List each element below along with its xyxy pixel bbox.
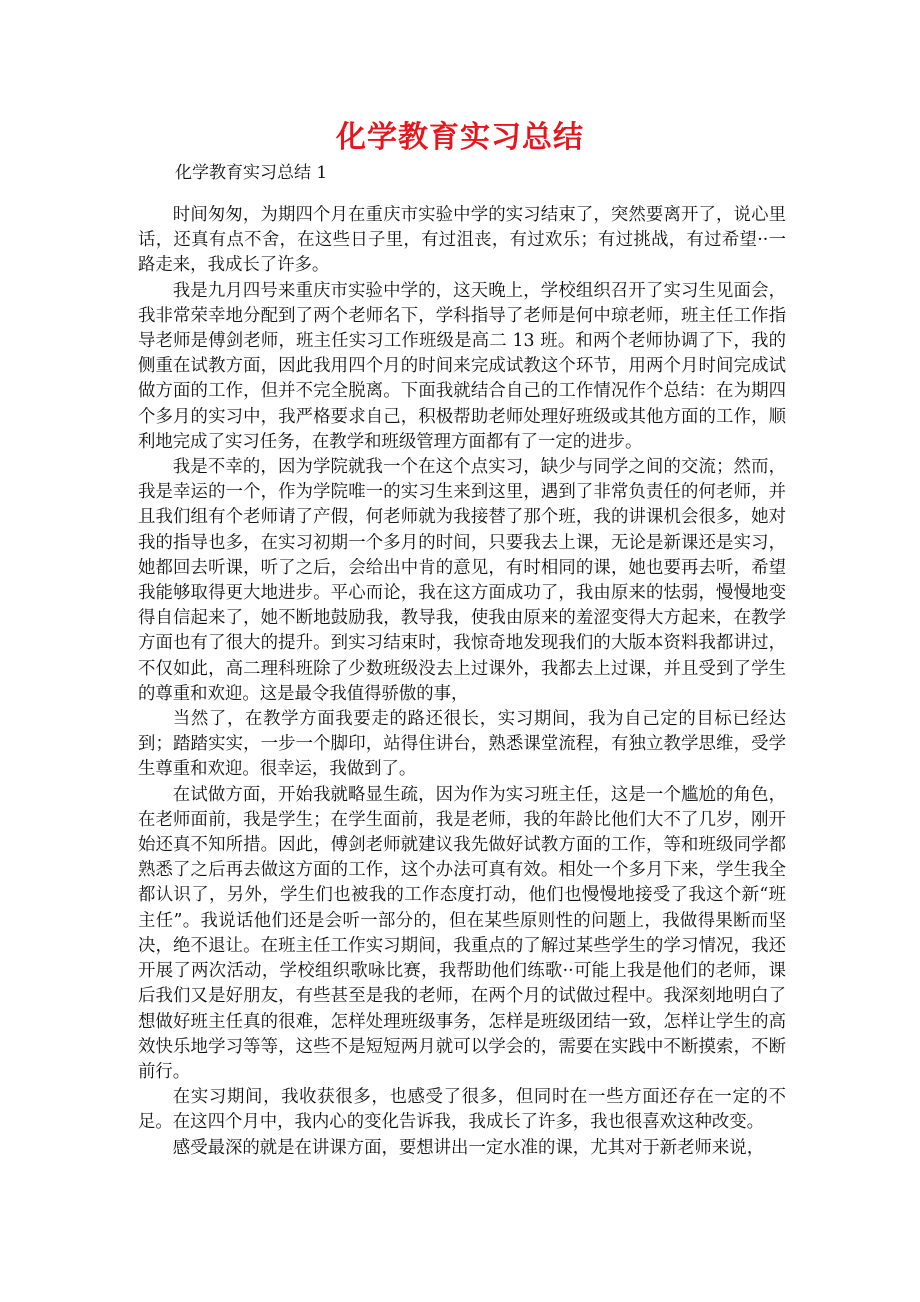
paragraph-2: 我是九月四号来重庆市实验中学的，这天晚上，学校组织召开了实习生见面会，我非常荣幸地分配到了两个老师名下，学科指导了老师是何中琼老师，班主任工作指导老师是傅剑老师，班主任实习工作班级是高二 13 班。和两个老师协调了下，我的侧重在试教方面，因此我用四个月的时间来完成试教这个环节，用两个月时间完成试做方面的工作，但并不完全脱离。下面我就结合自己的工作情况作个总结：在为期四个多月的实习中，我严格要求自己，积极帮助老师处理好班级或其他方面的工作，顺利地完成了实习任务，在教学和班级管理方面都有了一定的进步。 bbox=[138, 280, 786, 452]
paragraph-4: 当然了，在教学方面我要走的路还很长，实习期间，我为自己定的目标已经达到；踏踏实实，一步一个脚印，站得住讲台，熟悉课堂流程，有独立教学思维，受学生尊重和欢迎。很幸运，我做到了。 bbox=[138, 709, 786, 780]
paragraph-7: 感受最深的就是在讲课方面，要想讲出一定水准的课，尤其对于新老师来说， bbox=[172, 1137, 765, 1158]
document-body bbox=[138, 203, 786, 1161]
paragraph-3: 我是不幸的，因为学院就我一个在这个点实习，缺少与同学之间的交流；然而，我是幸运的一个，作为学院唯一的实习生来到这里，遇到了非常负责任的何老师，并且我们组有个老师请了产假，何老师就为我接替了那个班，我的讲课机会很多，她对我的指导也多，在实习初期一个多月的时间，只要我去上课，无论是新课还是实习，她都回去听课，听了之后，会给出中肯的意见，有时相同的课，她也要再去听，希望我能够取得更大地进步。平心而论，我在这方面成功了，我由原来的怯弱，慢慢地变得自信起来了，她不断地鼓励我，教导我，使我由原来的羞涩变得大方起来，在教学方面也有了很大的提升。到实习结束时，我惊奇地发现我们的大版本资料我都讲过，不仅如此，高二理科班除了少数班级没去上过课外，我都去上过课，并且受到了学生的尊重和欢迎。这是最令我值得骄傲的事， bbox=[138, 457, 786, 704]
document-subtitle: 化学教育实习总结 1 bbox=[175, 163, 328, 183]
paragraph-6: 在实习期间，我收获很多，也感受了很多，但同时在一些方面还存在一定的不足。在这四个月中，我内心的变化告诉我，我成长了许多，我也很喜欢这种改变。 bbox=[138, 1087, 786, 1133]
paragraph-1: 时间匆匆，为期四个月在重庆市实验中学的实习结束了，突然要离开了，说心里话，还真有点不舍，在这些日子里，有过沮丧，有过欢乐；有过挑战，有过希望··一路走来，我成长了许多。 bbox=[138, 205, 786, 276]
document-title: 化学教育实习总结 bbox=[336, 120, 584, 155]
paragraph-5: 在试做方面，开始我就略显生疏，因为作为实习班主任，这是一个尴尬的角色，在老师面前，我是学生；在学生面前，我是老师，我的年龄比他们大不了几岁，刚开始还真不知所措。因此，傅剑老师就建议我先做好试教方面的工作，等和班级同学都熟悉了之后再去做这方面的工作，这个办法可真有效。相处一个多月下来，学生我全都认识了，另外，学生们也被我的工作态度打动，他们也慢慢地接受了我这个新“班主任”。我说话他们还是会听一部分的，但在某些原则性的问题上，我做得果断而坚决，绝不退让。在班主任工作实习期间，我重点的了解过某些学生的学习情况，我还开展了两次活动，学校组织歌咏比赛，我帮助他们练歌··可能上我是他们的老师，课后我们又是好朋友，有些甚至是我的老师，在两个月的试做过程中。我深刻地明白了想做好班主任真的很难，怎样处理班级事务，怎样是班级团结一致，怎样让学生的高效快乐地学习等等，这些不是短短两月就可以学会的，需要在实践中不断摸索，不断前行。 bbox=[138, 784, 786, 1082]
